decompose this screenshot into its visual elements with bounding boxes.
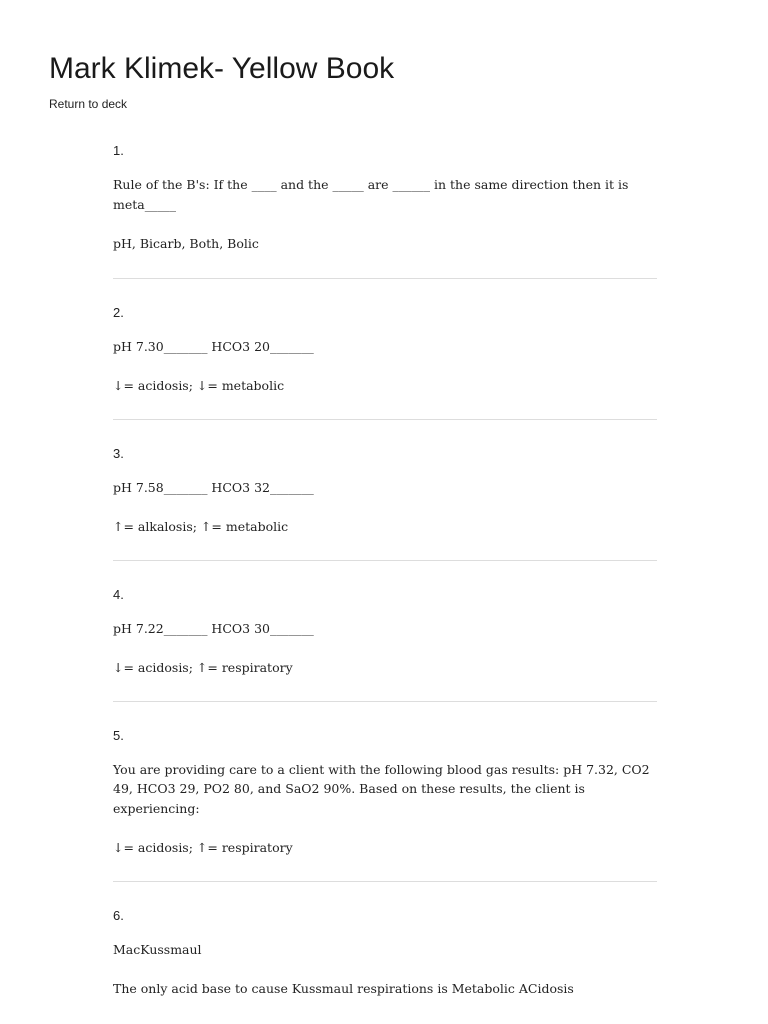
card-number: 3. [113,445,124,461]
page-title: Mark Klimek- Yellow Book [49,52,395,85]
card-question: pH 7.58_______ HCO3 32_______ [113,479,314,495]
flashcard [113,561,657,702]
card-number: 5. [113,727,124,743]
card-answer: ↑= alkalosis; ↑= metabolic [113,519,289,534]
card-question: pH 7.30_______ HCO3 20_______ [113,338,314,354]
card-number: 4. [113,586,124,602]
card-answer: ↓= acidosis; ↓= metabolic [113,378,285,393]
card-number: 1. [113,143,124,158]
flashcard [113,279,657,420]
card-question: You are providing care to a client with the following blood gas results: pH 7.32, CO2 49, HCO3 29, PO2 80, and SaO2 90%. Based on these results, the client is experiencing: [113,761,650,816]
card-list [113,142,657,999]
card-answer: pH, Bicarb, Both, Bolic [113,236,259,251]
card-question: Rule of the B's: If the ____ and the _____ are ______ in the same direction then it is meta_____ [113,177,629,212]
return-to-deck-link[interactable]: Return to deck [49,97,128,111]
flashcard [113,420,657,561]
card-number: 6. [113,907,124,923]
flashcard [113,702,657,882]
flashcard [113,882,657,999]
flashcard [113,142,657,279]
card-number: 2. [113,304,124,320]
card-question: MacKussmaul [113,941,202,957]
card-question: pH 7.22_______ HCO3 30_______ [113,620,314,636]
card-answer: ↓= acidosis; ↑= respiratory [113,660,293,675]
card-answer: The only acid base to cause Kussmaul respirations is Metabolic ACidosis [113,981,574,996]
card-answer: ↓= acidosis; ↑= respiratory [113,840,293,855]
